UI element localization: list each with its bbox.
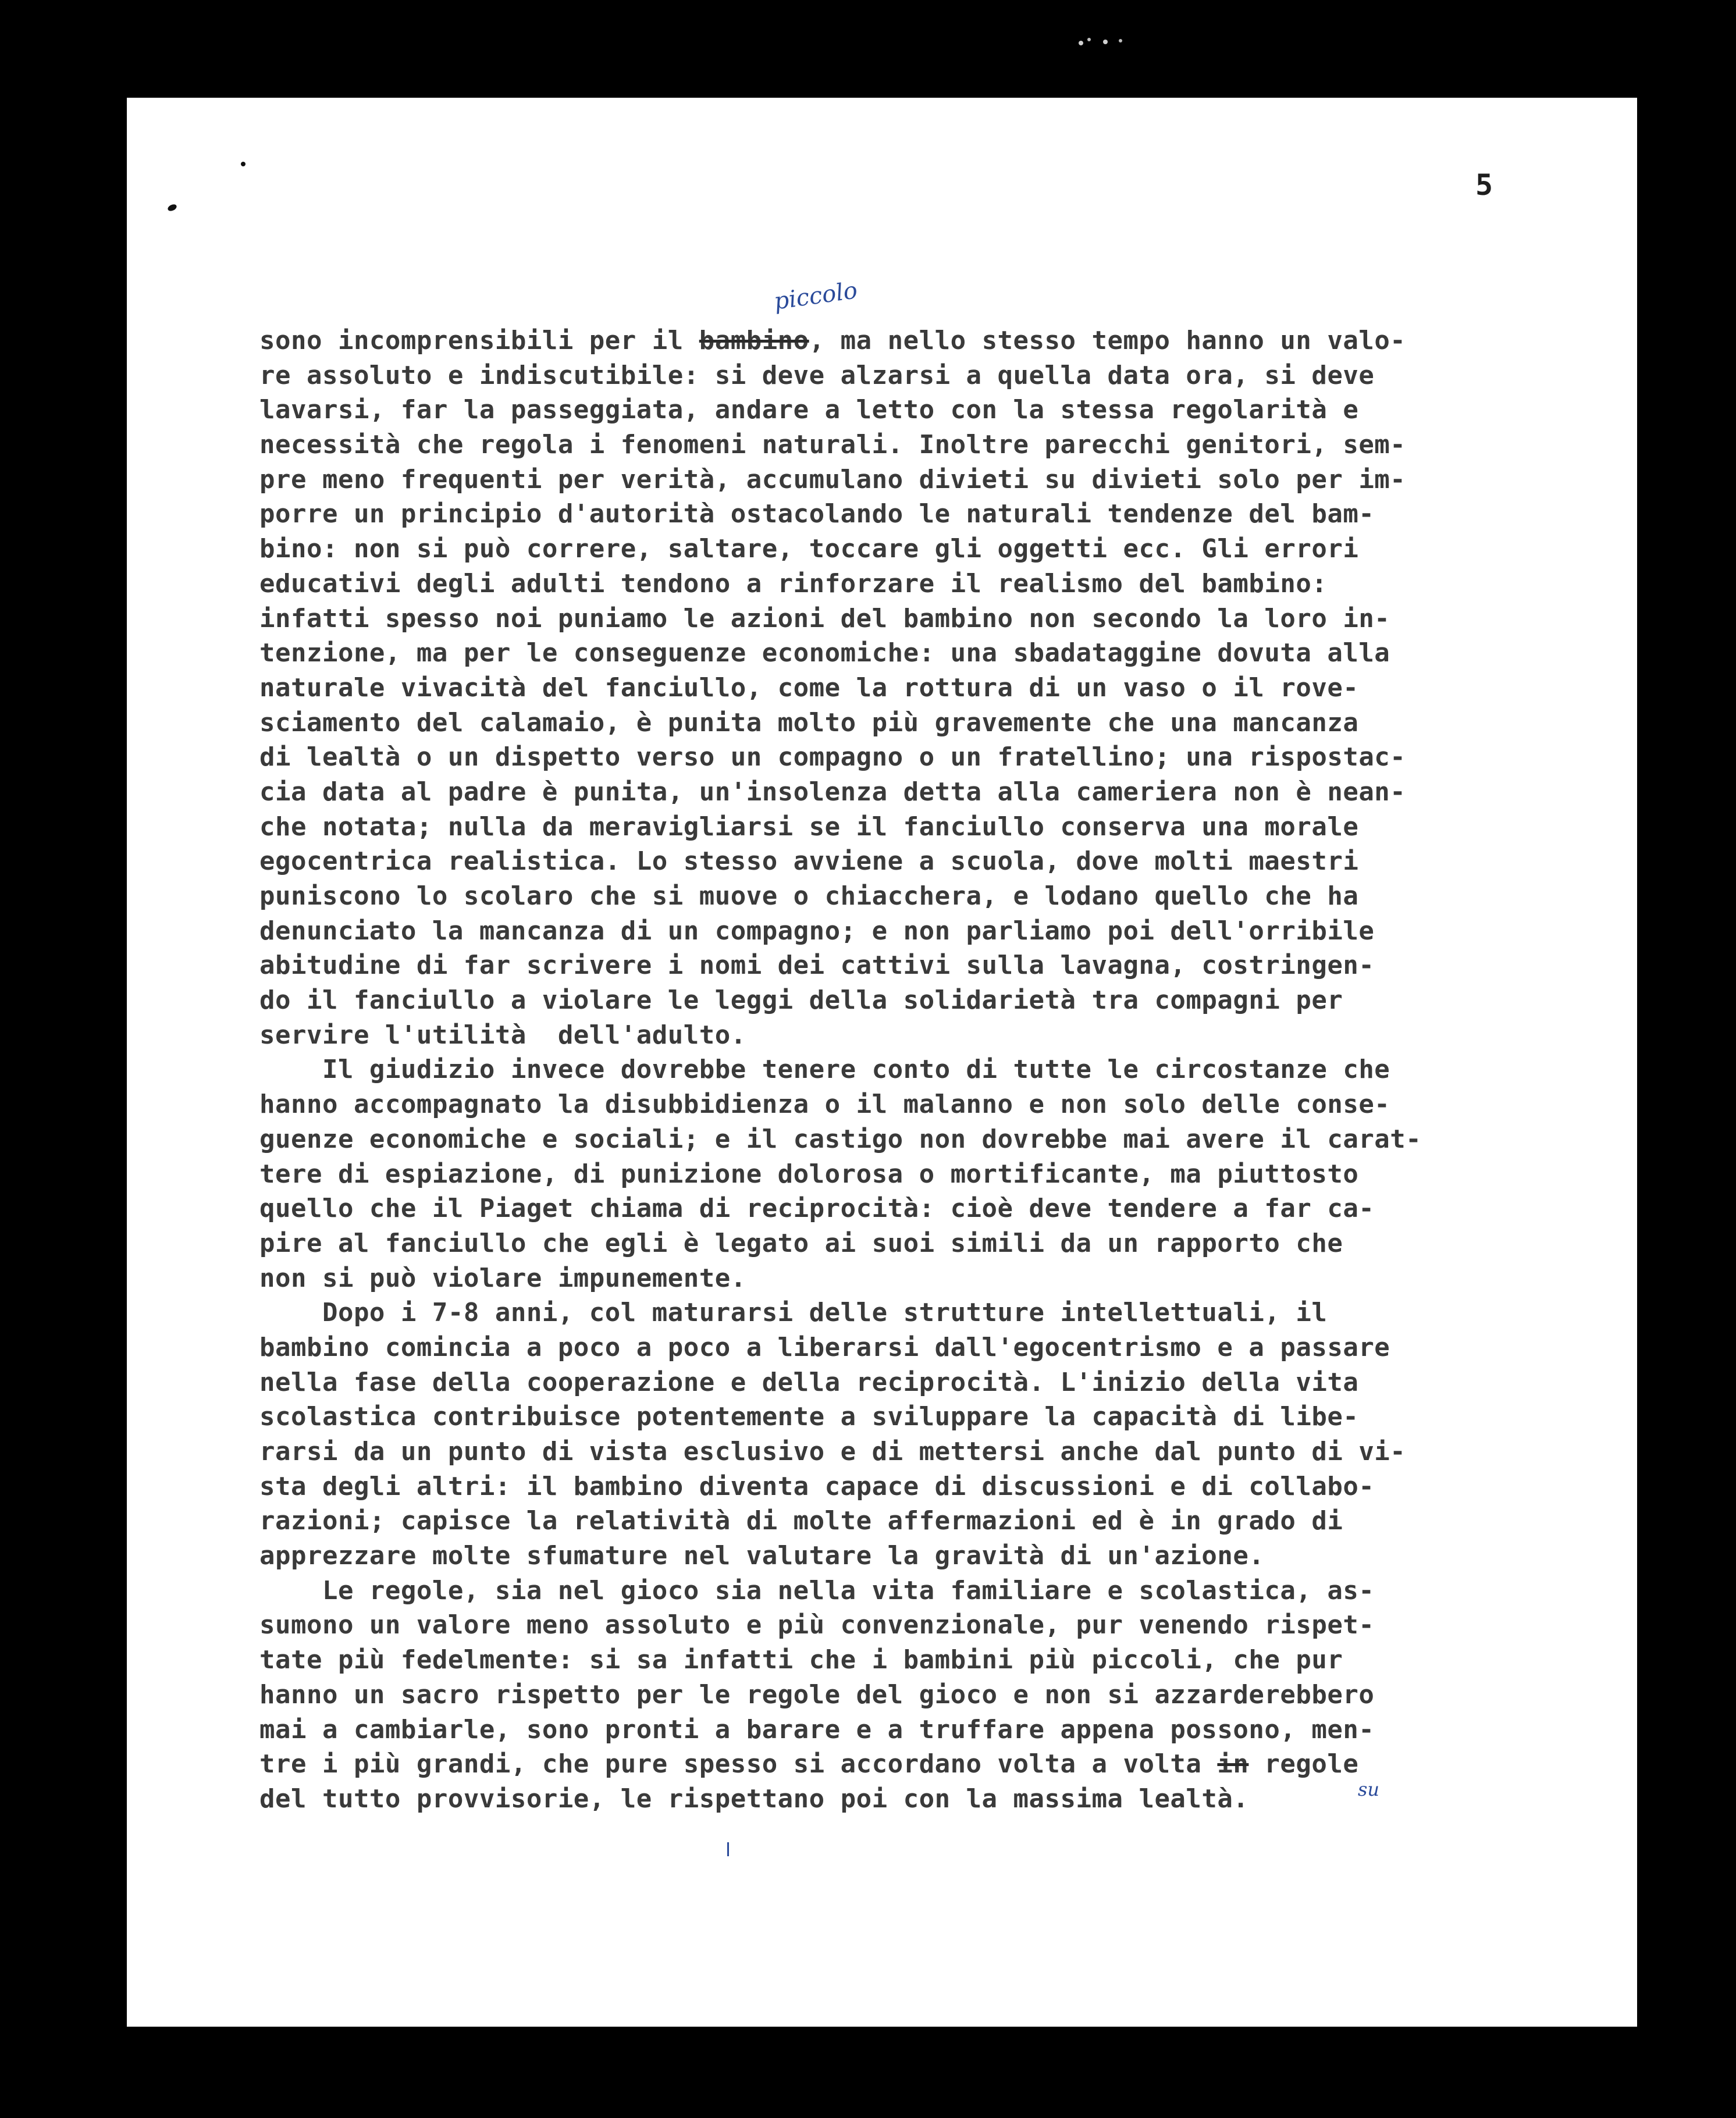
speck: [1119, 39, 1122, 42]
text-line: porre un principio d'autorità ostacolando le naturali tendenze del bam-: [259, 499, 1375, 529]
ink-specks: [127, 98, 301, 272]
body-text: [259, 323, 1621, 1817]
text-line: quello che il Piaget chiama di reciprocità: cioè deve tendere a far ca-: [259, 1194, 1375, 1224]
text-line: razioni; capisce la relatività di molte affermazioni ed è in grado di: [259, 1506, 1343, 1536]
text-line: Dopo i 7-8 anni, col maturarsi delle strutture intellettuali, il: [259, 1298, 1328, 1328]
text-line: servire l'utilità dell'adulto.: [259, 1020, 746, 1050]
text-line: tenzione, ma per le conseguenze economiche: una sbadataggine dovuta alla: [259, 638, 1390, 668]
text-segment: regole: [1248, 1749, 1359, 1779]
text-line: apprezzare molte sfumature nel valutare la gravità di un'azione.: [259, 1541, 1265, 1571]
text-line: necessità che regola i fenomeni naturali. Inoltre parecchi genitori, sem-: [259, 430, 1406, 460]
text-line: rarsi da un punto di vista esclusivo e di mettersi anche dal punto di vi-: [259, 1437, 1406, 1466]
text-line: sta degli altri: il bambino diventa capace di discussioni e di collabo-: [259, 1471, 1375, 1501]
text-line: educativi degli adulti tendono a rinforzare il realismo del bambino:: [259, 568, 1328, 599]
text-line: pre meno frequenti per verità, accumulano divieti su divieti solo per im-: [259, 464, 1406, 494]
text-line: del tutto provvisorie, le rispettano poi con la massima lealtà.: [259, 1784, 1249, 1814]
caret-mark: [727, 1842, 729, 1856]
handwritten-insertion: su: [1358, 1778, 1380, 1800]
text-line: guenze economiche e sociali; e il castigo non dovrebbe mai avere il carat-: [259, 1124, 1422, 1154]
text-line: hanno un sacro rispetto per le regole del gioco e non si azzarderebbero: [259, 1679, 1375, 1710]
text-line: egocentrica realistica. Lo stesso avviene a scuola, dove molti maestri: [259, 846, 1359, 877]
ink-speck: [241, 162, 246, 166]
text-line: puniscono lo scolaro che si muove o chiacchera, e lodano quello che ha: [259, 881, 1359, 911]
text-line: nella fase della cooperazione e della reciprocità. L'inizio della vita: [259, 1367, 1359, 1397]
text-line: pire al fanciullo che egli è legato ai suoi simili da un rapporto che: [259, 1228, 1343, 1258]
text-segment: tre i più grandi, che pure spesso si accordano volta a volta: [259, 1749, 1218, 1779]
text-line: sumono un valore meno assoluto e più convenzionale, pur venendo rispet-: [259, 1610, 1375, 1640]
text-line: bambino comincia a poco a poco a liberarsi dall'egocentrismo e a passare: [259, 1332, 1390, 1362]
struck-word: in: [1217, 1749, 1249, 1779]
speck: [1103, 40, 1108, 44]
text-line: hanno accompagnato la disubbidienza o il malanno e non solo delle conse-: [259, 1090, 1390, 1120]
typewritten-page: [127, 98, 1637, 2027]
text-line: naturale vivacità del fanciullo, come la rottura di un vaso o il rove-: [259, 672, 1359, 703]
speck: [1087, 38, 1091, 41]
text-segment: sono incomprensibili per il: [259, 326, 699, 355]
handwritten-insertion: piccolo: [772, 277, 859, 315]
text-line: abitudine di far scrivere i nomi dei cattivi sulla lavagna, costringen-: [259, 951, 1375, 981]
text-line: [259, 1747, 1621, 1782]
text-line: lavarsi, far la passeggiata, andare a letto con la stessa regolarità e: [259, 395, 1359, 425]
text-line: infatti spesso noi puniamo le azioni del bambino non secondo la loro in-: [259, 603, 1390, 633]
text-line: scolastica contribuisce potentemente a sviluppare la capacità di libe-: [259, 1402, 1359, 1432]
text-line: tate più fedelmente: si sa infatti che i bambini più piccoli, che pur: [259, 1645, 1343, 1675]
page-number: 5: [1475, 168, 1493, 202]
text-line: bino: non si può correre, saltare, toccare gli oggetti ecc. Gli errori: [259, 534, 1359, 564]
ink-speck: [167, 203, 178, 212]
text-line: cia data al padre è punita, un'insolenza detta alla cameriera non è nean-: [259, 777, 1406, 807]
text-line: re assoluto e indiscutibile: si deve alzarsi a quella data ora, si deve: [259, 360, 1375, 390]
text-line: tere di espiazione, di punizione dolorosa o mortificante, ma piuttosto: [259, 1159, 1359, 1189]
speck: [1079, 41, 1083, 45]
text-segment: , ma nello stesso tempo hanno un valo-: [809, 326, 1406, 355]
text-line: Il giudizio invece dovrebbe tenere conto di tutte le circostanze che: [259, 1055, 1390, 1085]
text-line: di lealtà o un dispetto verso un compagno o un fratellino; una rispostac-: [259, 742, 1406, 773]
text-line: [259, 323, 1621, 358]
text-line: Le regole, sia nel gioco sia nella vita familiare e scolastica, as-: [259, 1575, 1375, 1606]
text-line: sciamento del calamaio, è punita molto più gravemente che una mancanza: [259, 707, 1359, 738]
text-line: che notata; nulla da meravigliarsi se il fanciullo conserva una morale: [259, 811, 1359, 842]
struck-word: bambino: [699, 326, 809, 355]
text-line: non si può violare impunemente.: [259, 1263, 746, 1293]
text-line: do il fanciullo a violare le leggi della solidarietà tra compagni per: [259, 985, 1343, 1016]
text-line: mai a cambiarle, sono pronti a barare e a truffare appena possono, men-: [259, 1714, 1375, 1745]
text-line: denunciato la mancanza di un compagno; e non parliamo poi dell'orribile: [259, 916, 1375, 946]
